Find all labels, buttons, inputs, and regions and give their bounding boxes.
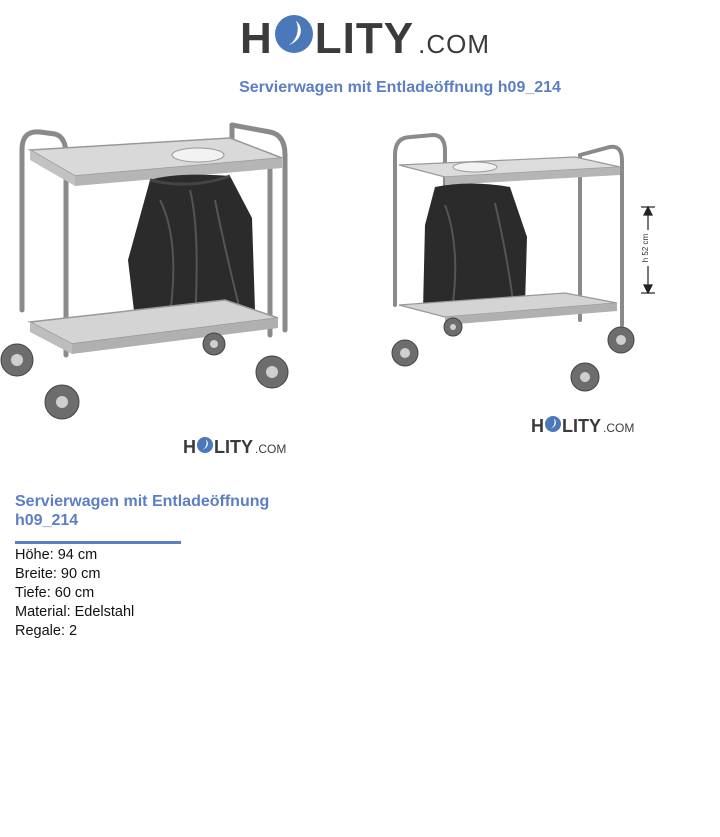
spec-height: Höhe: 94 cm	[15, 547, 98, 563]
holity-watermark-right	[531, 416, 634, 437]
logo-text-left: H	[183, 437, 196, 457]
logo-text-right: LITY	[562, 416, 601, 436]
page-title: Servierwagen mit Entladeöffnung h09_214	[239, 79, 561, 96]
logo-text-right: LITY	[314, 14, 415, 63]
spec-list	[15, 546, 134, 641]
serving-trolley-dimension-photo	[385, 125, 675, 445]
logo-o-icon	[545, 416, 561, 432]
spec-material: Material: Edelstahl	[15, 604, 135, 620]
logo-text-left: H	[531, 416, 544, 436]
logo-text-left: H	[240, 14, 273, 63]
logo-suffix: .COM	[603, 421, 635, 435]
logo-o-icon	[197, 437, 213, 453]
product-title: Servierwagen mit Entladeöffnung h09_214	[15, 493, 270, 529]
spec-shelves: Regale: 2	[15, 623, 78, 639]
logo-suffix: .COM	[418, 29, 490, 59]
title-divider	[15, 541, 181, 544]
logo-text-right: LITY	[214, 437, 253, 457]
dimension-label: h 52 cm	[641, 233, 650, 263]
spec-width: Breite: 90 cm	[15, 566, 101, 582]
holity-logo[interactable]	[240, 14, 490, 64]
serving-trolley-photo	[0, 110, 300, 460]
holity-watermark-left	[183, 437, 286, 458]
logo-suffix: .COM	[255, 442, 287, 456]
logo-o-icon	[275, 15, 313, 53]
spec-depth: Tiefe: 60 cm	[15, 585, 95, 601]
